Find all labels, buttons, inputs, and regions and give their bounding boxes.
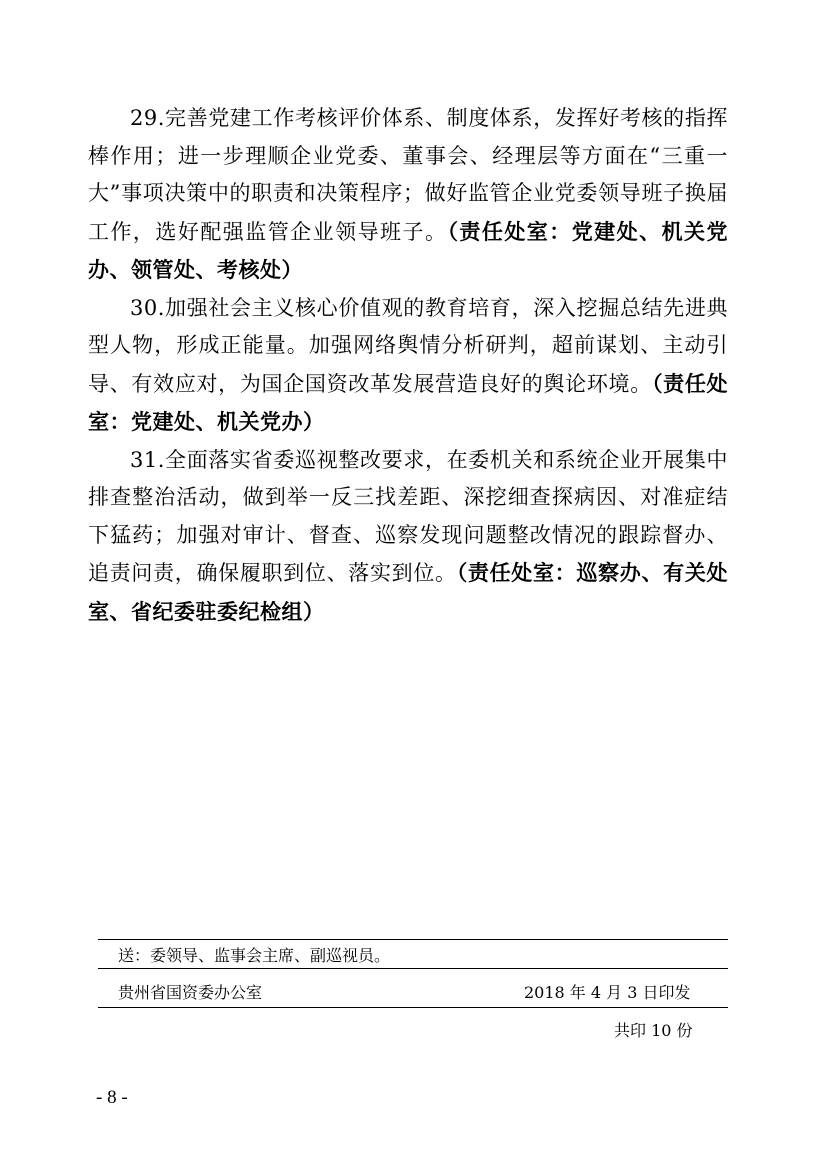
paragraph-30	[88, 290, 728, 442]
document-body	[88, 100, 728, 631]
paragraph-29-text: 29.完善党建工作考核评价体系、制度体系，发挥好考核的指挥棒作用；进一步理顺企业党委、董事会、经理层等方面在“三重一大”事项决策中的职责和决策程序；做好监管企业党委领导班子换届工作，选好配强监管企业领导班子。	[88, 106, 728, 244]
distribution-list: 送：委领导、监事会主席、副巡视员。	[118, 946, 391, 965]
paragraph-30-responsibility: （责任处室：党建处、机关党办）	[88, 370, 729, 434]
issue-date: 2018 年 4 月 3 日印发	[524, 983, 691, 1002]
print-copies: 共印 10 份	[614, 1021, 693, 1040]
page-number: - 8 -	[96, 1087, 128, 1108]
paragraph-29-responsibility: （责任处室：党建处、机关党办、领管处、考核处）	[88, 218, 729, 282]
paragraph-30-text: 30.加强社会主义核心价值观的教育培育，深入挖掘总结先进典型人物，形成正能量。加强网络舆情分析研判，超前谋划、主动引导、有效应对，为国企国资改革发展营造良好的舆论环境。	[88, 295, 728, 396]
footer-bottom-rule	[98, 1007, 728, 1008]
footer-middle-rule	[98, 968, 728, 969]
issuing-office: 贵州省国资委办公室	[118, 983, 263, 1002]
paragraph-31	[88, 442, 728, 632]
paragraph-29	[88, 100, 728, 290]
paragraph-31-responsibility: （责任处室：巡察办、有关处室、省纪委驻委纪检组）	[88, 560, 729, 624]
paragraph-31-text: 31.全面落实省委巡视整改要求，在委机关和系统企业开展集中排查整治活动，做到举一反三找差距、深挖细查探病因、对准症结下猛药；加强对审计、督查、巡察发现问题整改情况的跟踪督办、追责问责，确保履职到位、落实到位。	[88, 447, 728, 585]
footer-top-rule	[98, 939, 728, 940]
